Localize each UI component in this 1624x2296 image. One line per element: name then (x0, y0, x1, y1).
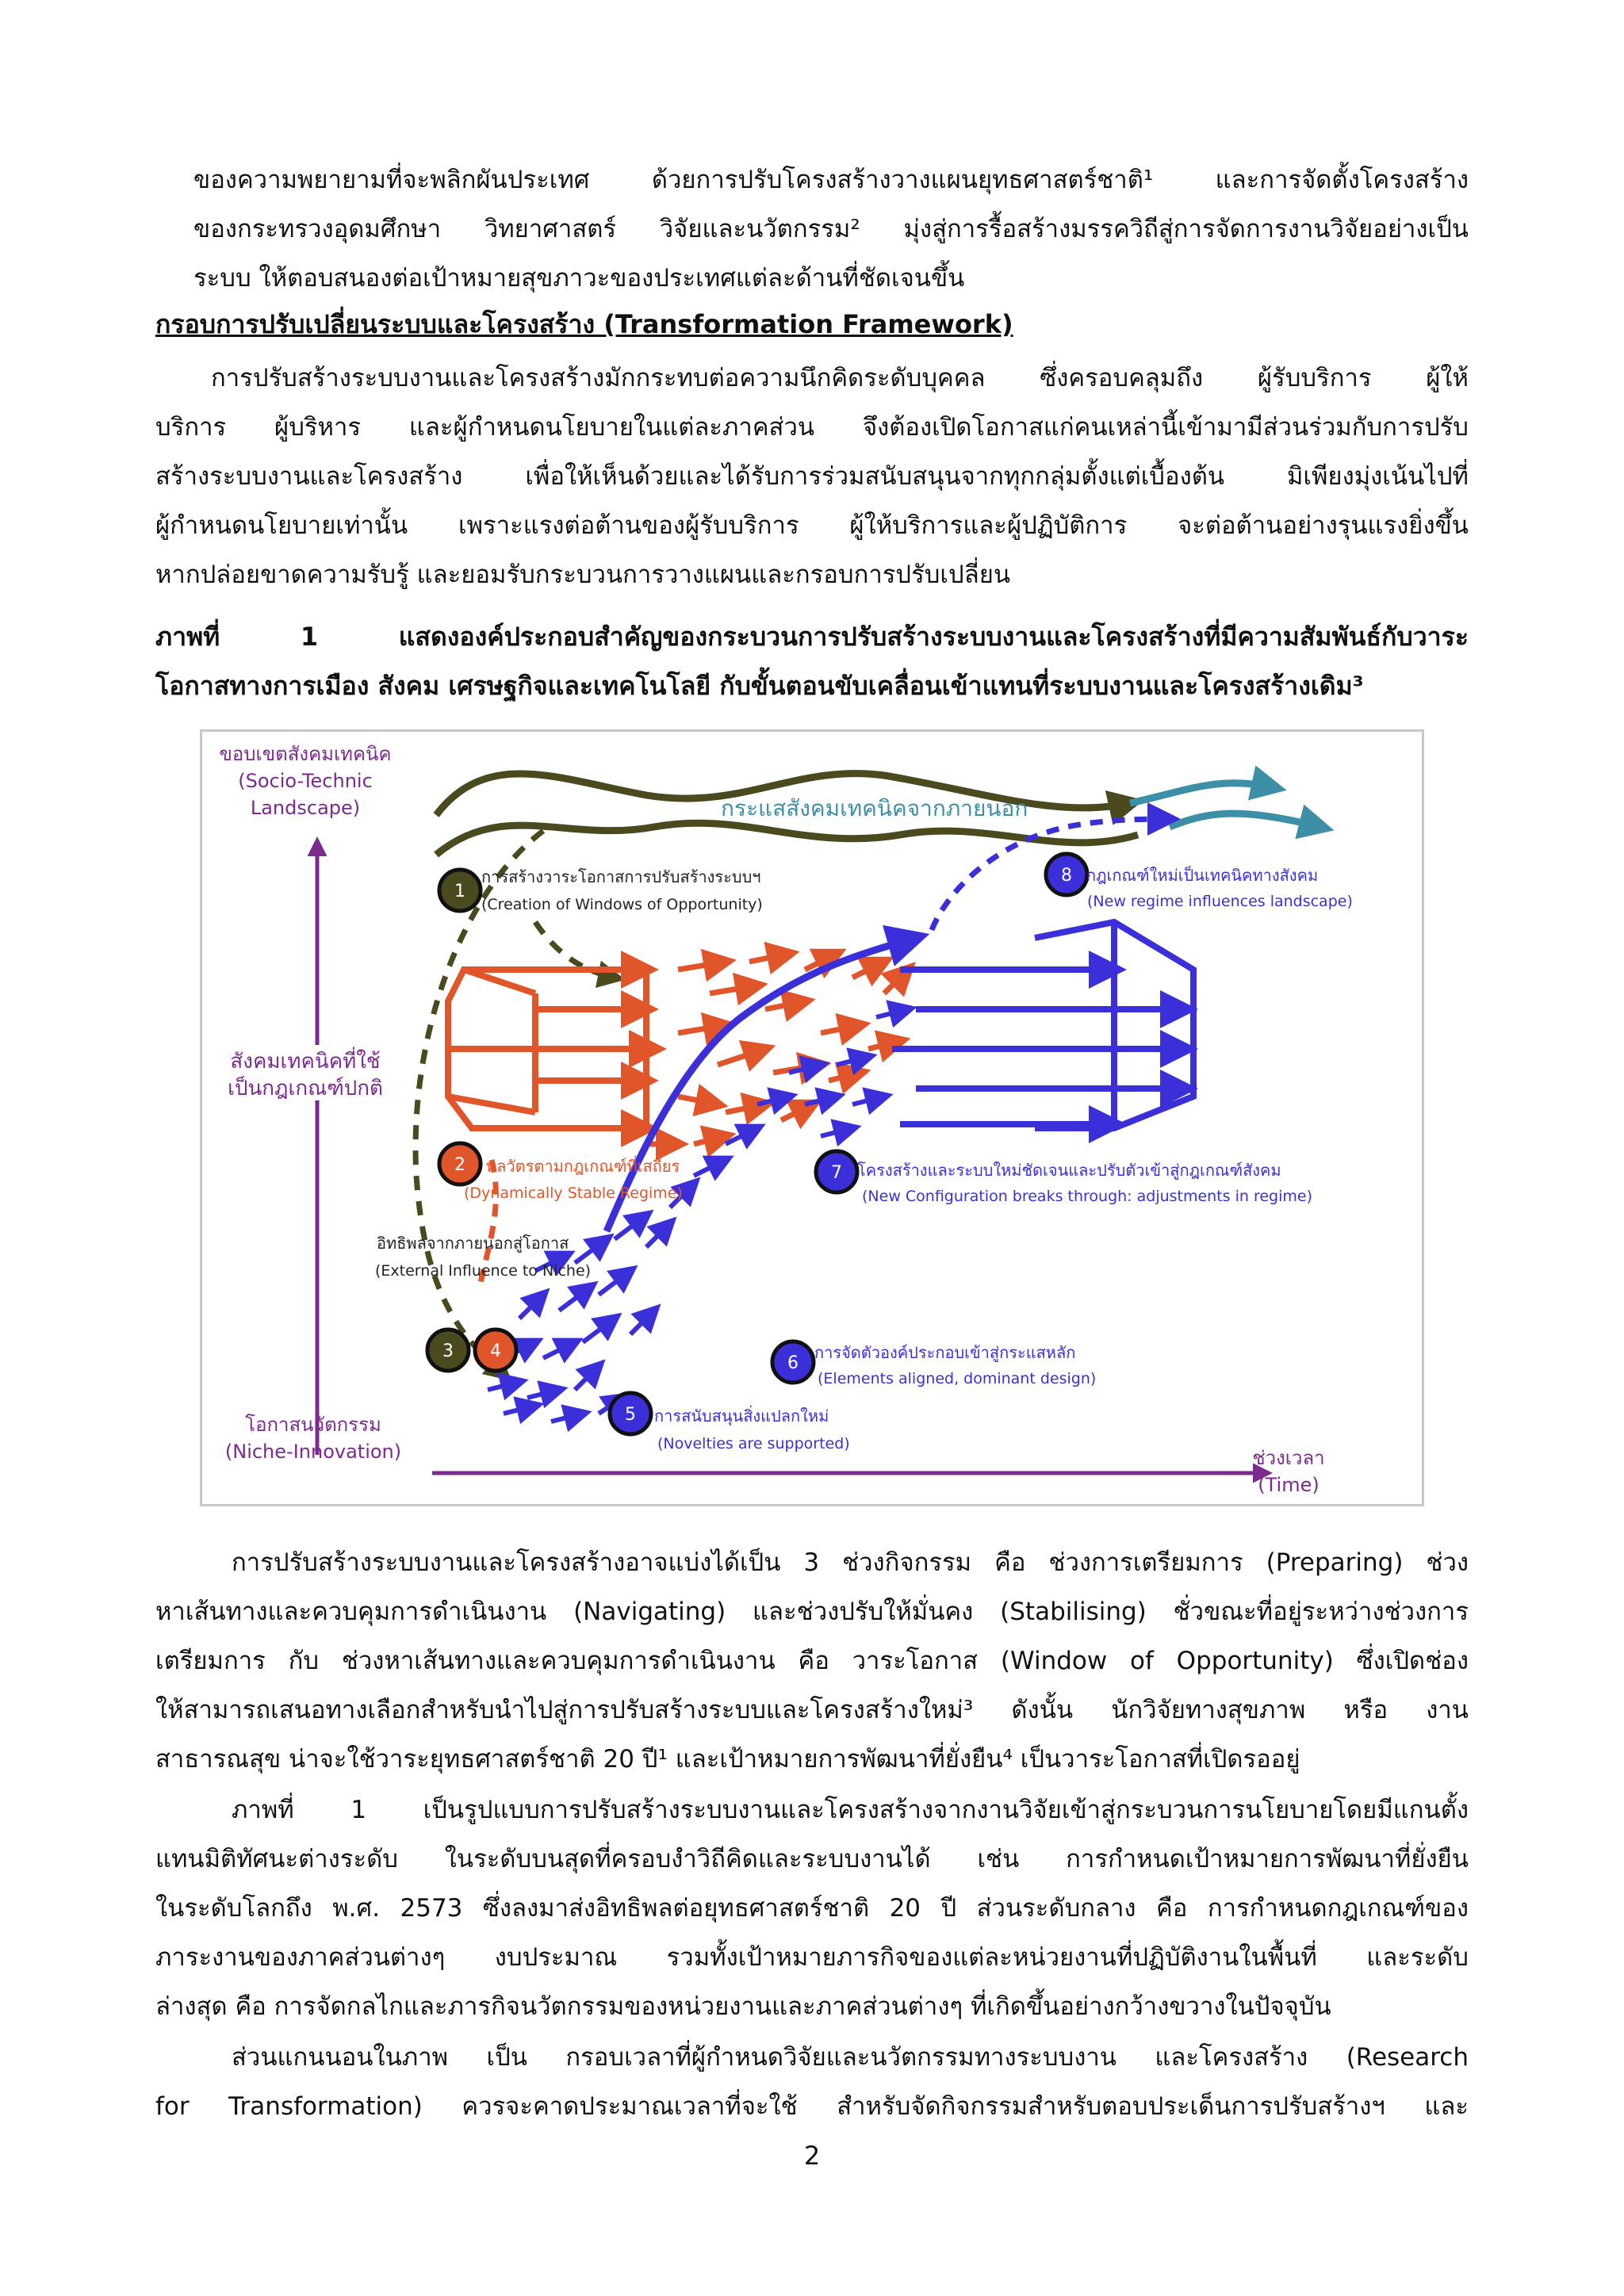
blue-arrow (876, 1009, 908, 1017)
blue-arrow (615, 1215, 646, 1239)
blue-arrow (630, 1311, 654, 1334)
framework-line: การปรับสร้างระบบงานและโครงสร้างมักกระทบต่อความนึกคิดระดับบุคคล ซึ่งครอบคลุมถึง ผู้รับบริการ ผู้ให้ (211, 364, 1469, 392)
blue-arrow (646, 1223, 670, 1247)
step-7-number: 7 (831, 1163, 842, 1183)
orange-arrow (821, 1025, 860, 1033)
y-middle-label-line: สังคมเทคนิคที่ใช้ (230, 1050, 381, 1073)
y-bottom-label-line: (Niche-Innovation) (224, 1441, 402, 1463)
page-number: 2 (803, 2141, 821, 2171)
blue-arrow (575, 1366, 599, 1390)
horizontal-line: ส่วนแกนนอนในภาพ เป็น กรอบเวลาที่ผู้กำหนดวิจัยและนวัตกรรมทางระบบงาน และโครงสร้าง (Research (232, 2043, 1469, 2072)
step-3-thai-label: อิทธิพลจากภายนอกสู่โอกาส (377, 1234, 569, 1253)
step-1-thai-label: การสร้างวาระโอกาสการปรับสร้างระบบฯ (481, 867, 761, 886)
y-top-label-line: Landscape) (250, 797, 361, 819)
step-3-number: 3 (442, 1341, 454, 1361)
y-axis-top-label (219, 743, 391, 819)
step-8-thai-label: กฎเกณฑ์ใหม่เป็นเทคนิคทางสังคม (1086, 866, 1319, 885)
step-6-thai-label: การจัดตัวองค์ประกอบเข้าสู่กระแสหลัก (814, 1343, 1076, 1362)
step-5-thai-label: การสนับสนุนสิ่งแปลกใหม่ (654, 1406, 829, 1425)
framework-line: บริการ ผู้บริหาร และผู้กำหนดนโยบายในแต่ละภาคส่วน จึงต้องเปิดโอกาสแก่คนเหล่านี้เข้ามามีส่วนร่วมกับการปรับ (155, 413, 1469, 442)
transformation-diagram (200, 729, 1424, 1506)
step-7-english-label: (New Configuration breaks through: adjustments in regime) (862, 1188, 1313, 1205)
blue-arrow (821, 1128, 852, 1136)
orange-arrow (694, 1136, 726, 1144)
figure-desc-line: ในระดับโลกถึง พ.ศ. 2573 ซึ่งลงมาส่งอิทธิพลต่อยุทธศาสตร์ชาติ 20 ปี ส่วนระดับกลาง คือ การกำหนดกฎเกณฑ์ของ (155, 1894, 1469, 1923)
phases-line: เตรียมการ กับ ช่วงหาเส้นทางและควบคุมการดำเนินงาน คือ วาระโอกาส (Window of Opportunity) ซึ่งเปิดช่อง (155, 1647, 1469, 1675)
figure-desc-line: แทนมิติทัศนะต่างระดับ ในระดับบนสุดที่ครอบงำวิถีคิดและระบบงานได้ เช่น การกำหนดเป้าหมายการพัฒนาที่ยั่งยืน (155, 1845, 1469, 1873)
phases-line: สาธารณสุข น่าจะใช้วาระยุทธศาสตร์ชาติ 20 ปี¹ และเป้าหมายการพัฒนาที่ยั่งยืน⁴ เป็นวาระโอกาสที่เปิดรออยู่ (155, 1745, 1300, 1774)
blue-arrow (504, 1406, 535, 1414)
figure-desc-line: ภาพที่ 1 เป็นรูปแบบการปรับสร้างระบบงานและโครงสร้างจากงานวิจัยเข้าสู่กระบวนการนโยบายโดยมีแกนตั้ง (232, 1796, 1469, 1824)
y-axis-middle-label (218, 1045, 408, 1100)
blue-arrow (726, 1128, 757, 1144)
orange-arrow (829, 1073, 860, 1081)
blue-arrow (805, 1096, 837, 1104)
caption-line: โอกาสทางการเมือง สังคม เศรษฐกิจและเทคโนโลยี กับขั้นตอนขับเคลื่อนเข้าแทนที่ระบบงานและโครงสร้างเดิม³ (155, 671, 1364, 701)
landscape-teal-upper (1130, 783, 1273, 803)
blue-arrow (559, 1287, 591, 1311)
horizontal-line: for Transformation) ควรจะคาดประมาณเวลาที่จะใช้ สำหรับจัดกิจกรรมสำหรับตอบประเด็นการปรับสร้างฯ และ (155, 2092, 1469, 2121)
figure-desc-line: ล่างสุด คือ การจัดกลไกและภารกิจนวัตกรรมของหน่วยงานและภาคส่วนต่างๆ ที่เกิดขึ้นอย่างกว้างขวางในปัจจุบัน (155, 1992, 1331, 2021)
step-2-number: 2 (454, 1155, 465, 1175)
intro-line: ของความพยายามที่จะพลิกผันประเทศ ด้วยการปรับโครงสร้างวางแผนยุทธศาสตร์ชาติ¹ และการจัดตั้งโครงสร้าง (193, 166, 1469, 194)
blue-arrow (519, 1295, 543, 1318)
blue-arrow (757, 1096, 789, 1104)
framework-line: ผู้กำหนดนโยบายเท่านั้น เพราะแรงต่อต้านของผู้รับบริการ ผู้ให้บริการและผู้ปฏิบัติการ จะต่อต้านอย่างรุนแรงยิ่งขึ้น (155, 511, 1469, 540)
step-8-english-label: (New regime influences landscape) (1087, 893, 1353, 910)
phases-line: หาเส้นทางและควบคุมการดำเนินงาน (Navigating) และช่วงปรับให้มั่นคง (Stabilising) ชั่วขณะที่อยู่ระหว่างช่วงการ (155, 1598, 1469, 1626)
figure-desc-line: ภาระงานของภาคส่วนต่างๆ งบประมาณ รวมทั้งเป้าหมายภารกิจของแต่ละหน่วยงานที่ปฏิบัติงานในพื้นที่ และระดับ (155, 1943, 1469, 1972)
y-top-label-line: ขอบเขตสังคมเทคนิค (219, 743, 392, 765)
y-middle-label-line: เป็นกฎเกณฑ์ปกติ (228, 1077, 383, 1100)
step-2-english-label: (Dynamically Stable Regime) (464, 1184, 683, 1202)
step-8-number: 8 (1061, 866, 1072, 886)
orange-arrow (710, 985, 757, 993)
orange-arrow (765, 1001, 805, 1009)
new-regime-arrows (892, 970, 1185, 1124)
step-4-number: 4 (490, 1341, 501, 1361)
y-top-label-line: (Socio-Technic (238, 770, 373, 792)
blue-arrow (837, 1057, 868, 1065)
x-label-line: (Time) (1258, 1474, 1320, 1496)
figure-description-paragraph (155, 1785, 1469, 2031)
phases-line: การปรับสร้างระบบงานและโครงสร้างอาจแบ่งได้เป็น 3 ช่วงกิจกรรม คือ ช่วงการเตรียมการ (Preparing) ช่วง (232, 1548, 1469, 1577)
framework-line: หากปล่อยขาดความรับรู้ และยอมรับกระบวนการวางแผนและกรอบการปรับเปลี่ยน (155, 561, 1011, 589)
horizontal-axis-paragraph (155, 2033, 1469, 2131)
x-label-line: ช่วงเวลา (1252, 1447, 1325, 1469)
blue-arrow (694, 1160, 726, 1176)
landscape-stream-label: กระแสสังคมเทคนิคจากภายนอก (721, 795, 1028, 821)
y-bottom-label-line: โอกาสนวัตกรรม (245, 1414, 381, 1436)
landscape-teal-lower (1170, 813, 1320, 827)
intro-line: ระบบ ให้ตอบสนองต่อเป้าหมายสุขภาวะของประเทศแต่ละด้านที่ชัดเจนขึ้น (193, 264, 965, 293)
step-1-english-label: (Creation of Windows of Opportunity) (481, 896, 763, 913)
framework-line: สร้างระบบงานและโครงสร้าง เพื่อให้เห็นด้วยและได้รับการร่วมสนับสนุนจากทุกกลุ่มตั้งแต่เบื้องต้น มิเพียงมุ่งเน้นไปที่ (155, 462, 1469, 491)
diagram-svg (202, 732, 1427, 1509)
phases-paragraph (155, 1538, 1469, 1784)
orange-arrow (678, 1025, 726, 1033)
orange-arrow (678, 1096, 718, 1104)
intro-line: ของกระทรวงอุดมศึกษา วิทยาศาสตร์ วิจัยและนวัตกรรม² มุ่งสู่การรื้อสร้างมรรควิถีสู่การจัดการงานวิจัยอย่างเป็น (193, 215, 1469, 243)
phases-line: ให้สามารถเสนอทางเลือกสำหรับนำไปสู่การปรับสร้างระบบและโครงสร้างใหม่³ ดังนั้น นักวิจัยทางสุขภาพ หรือ งาน (155, 1696, 1469, 1724)
step-2-thai-label: พลวัตรตามกฎเกณฑ์ที่เสถียร (486, 1157, 680, 1176)
step-3-english-label: (External Influence to Niche) (375, 1262, 592, 1280)
step-6-number: 6 (787, 1353, 799, 1373)
section-heading: กรอบการปรับเปลี่ยนระบบและโครงสร้าง (Transformation Framework) (155, 309, 1013, 339)
blue-arrow (852, 1096, 884, 1104)
step-6-english-label: (Elements aligned, dominant design) (818, 1370, 1097, 1387)
intro-paragraph (155, 155, 1469, 303)
y-axis-bottom-label (225, 1414, 401, 1463)
blue-arrow (551, 1414, 583, 1422)
blue-arrow (488, 1382, 519, 1390)
step-7-thai-label: โครงสร้างและระบบใหม่ชัดเจนและปรับตัวเข้าสู่กฎเกณฑ์สังคม (857, 1161, 1281, 1180)
caption-line: ภาพที่ 1 แสดงองค์ประกอบสำคัญของกระบวนการปรับสร้างระบบงานและโครงสร้างที่มีความสัมพันธ์กับวาระ (155, 622, 1469, 652)
orange-arrow (852, 962, 884, 978)
step-5-number: 5 (625, 1405, 636, 1425)
step-markers (375, 854, 1353, 1452)
blue-arrow (543, 1342, 575, 1358)
orange-arrow (781, 1104, 813, 1120)
orange-scatter-arrows (646, 954, 908, 1144)
figure-caption (155, 612, 1469, 710)
step-5-english-label: (Novelties are supported) (657, 1435, 850, 1452)
orange-arrow (749, 954, 789, 962)
blue-arrow (599, 1271, 630, 1295)
orange-arrow (884, 970, 908, 993)
framework-paragraph (155, 354, 1469, 599)
step-1-number: 1 (454, 882, 465, 901)
blue-arrow (575, 1239, 607, 1263)
orange-arrow (678, 962, 726, 970)
blue-arrow (583, 1318, 615, 1342)
orange-arrow (718, 1049, 765, 1065)
blue-arrow (527, 1390, 559, 1398)
new-regime-structure (1035, 922, 1193, 1128)
